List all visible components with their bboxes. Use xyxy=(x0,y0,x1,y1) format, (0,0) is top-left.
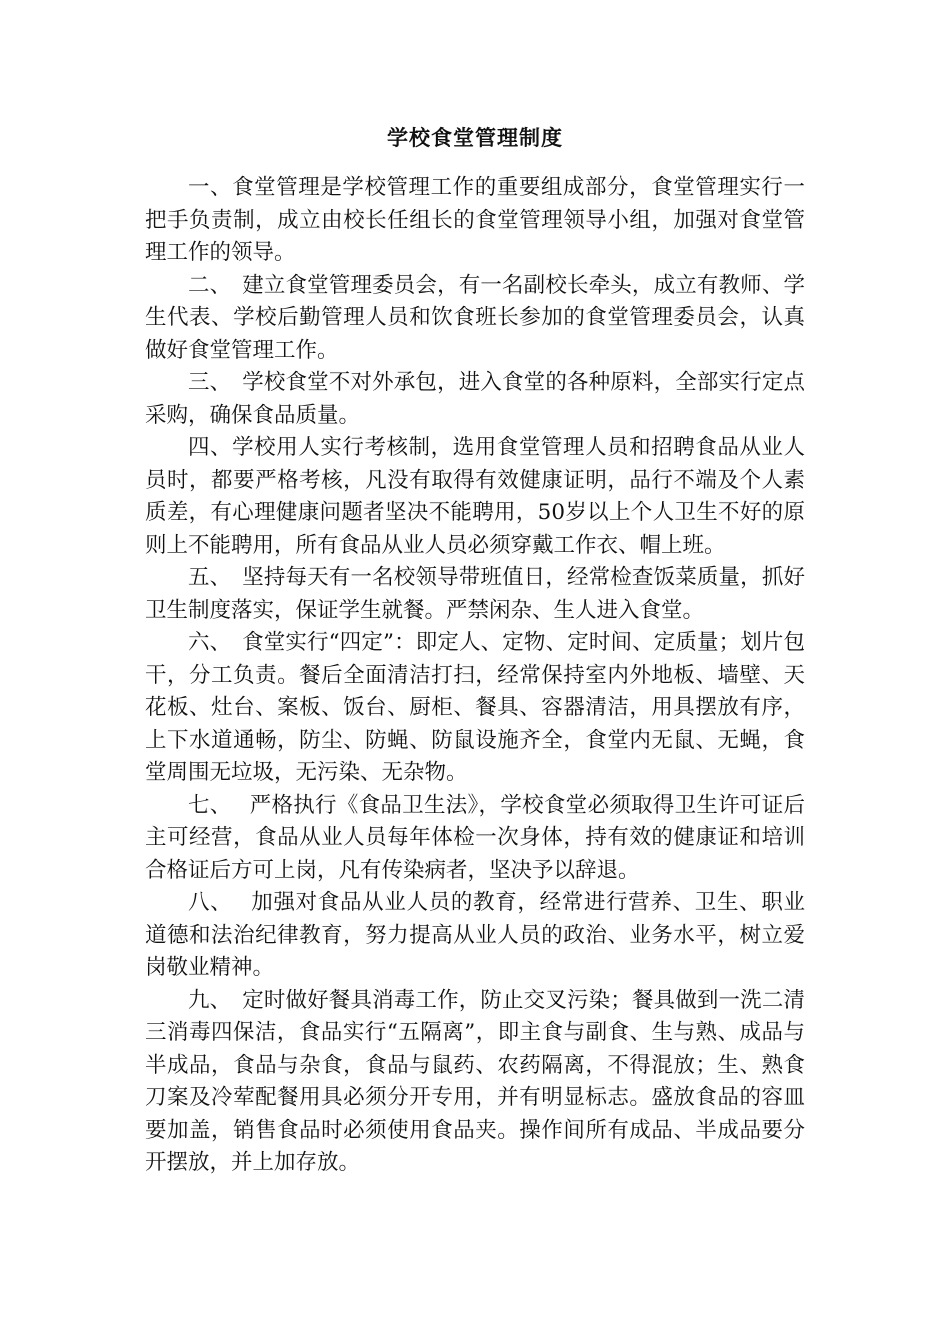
paragraph-3: 三、 学校食堂不对外承包，进入食堂的各种原料，全部实行定点采购，确保食品质量。 xyxy=(145,370,805,428)
paragraph-6: 六、 食堂实行“四定”：即定人、定物、定时间、定质量；划片包干，分工负责。餐后全面清洁打扫，经常保持室内外地板、墙壁、天花板、灶台、案板、饭台、厨柜、餐具、容器清洁，用具摆放有序，上下水道通畅，防尘、防蝇、防鼠设施齐全，食堂内无鼠、无蝇，食堂周围无垃圾，无污染、无杂物。 xyxy=(145,630,805,785)
document-title: 学校食堂管理制度 xyxy=(387,125,563,150)
paragraph-5: 五、 坚持每天有一名校领导带班值日，经常检查饭菜质量，抓好卫生制度落实，保证学生就餐。严禁闲杂、生人进入食堂。 xyxy=(145,565,805,623)
document-body xyxy=(145,172,805,1180)
paragraph-7: 七、 严格执行《食品卫生法》，学校食堂必须取得卫生许可证后主可经营，食品从业人员每年体检一次身体，持有效的健康证和培训合格证后方可上岗，凡有传染病者，坚决予以辞退。 xyxy=(145,792,805,883)
paragraph-8: 八、 加强对食品从业人员的教育，经常进行营养、卫生、职业道德和法治纪律教育，努力提高从业人员的政治、业务水平，树立爱岗敬业精神。 xyxy=(145,890,805,980)
paragraph-4: 四、学校用人实行考核制，选用食堂管理人员和招聘食品从业人员时，都要严格考核，凡没有取得有效健康证明，品行不端及个人素质差，有心理健康问题者坚决不能聘用，50岁以上个人卫生不好的原则上不能聘用，所有食品从业人员必须穿戴工作衣、帽上班。 xyxy=(145,435,805,558)
paragraph-9: 九、 定时做好餐具消毒工作，防止交叉污染；餐具做到一洗二清三消毒四保洁，食品实行“五隔离”，即主食与副食、生与熟、成品与半成品，食品与杂食，食品与鼠药、农药隔离，不得混放；生、熟食刀案及冷荤配餐用具必须分开专用，并有明显标志。盛放食品的容皿要加盖，销售食品时必须使用食品夹。操作间所有成品、半成品要分开摆放，并上加存放。 xyxy=(145,987,805,1175)
paragraph-2: 二、 建立食堂管理委员会，有一名副校长牵头，成立有教师、学生代表、学校后勤管理人员和饮食班长参加的食堂管理委员会，认真做好食堂管理工作。 xyxy=(145,272,805,363)
paragraph-1: 一、食堂管理是学校管理工作的重要组成部分，食堂管理实行一把手负责制，成立由校长任组长的食堂管理领导小组，加强对食堂管理工作的领导。 xyxy=(145,175,805,265)
